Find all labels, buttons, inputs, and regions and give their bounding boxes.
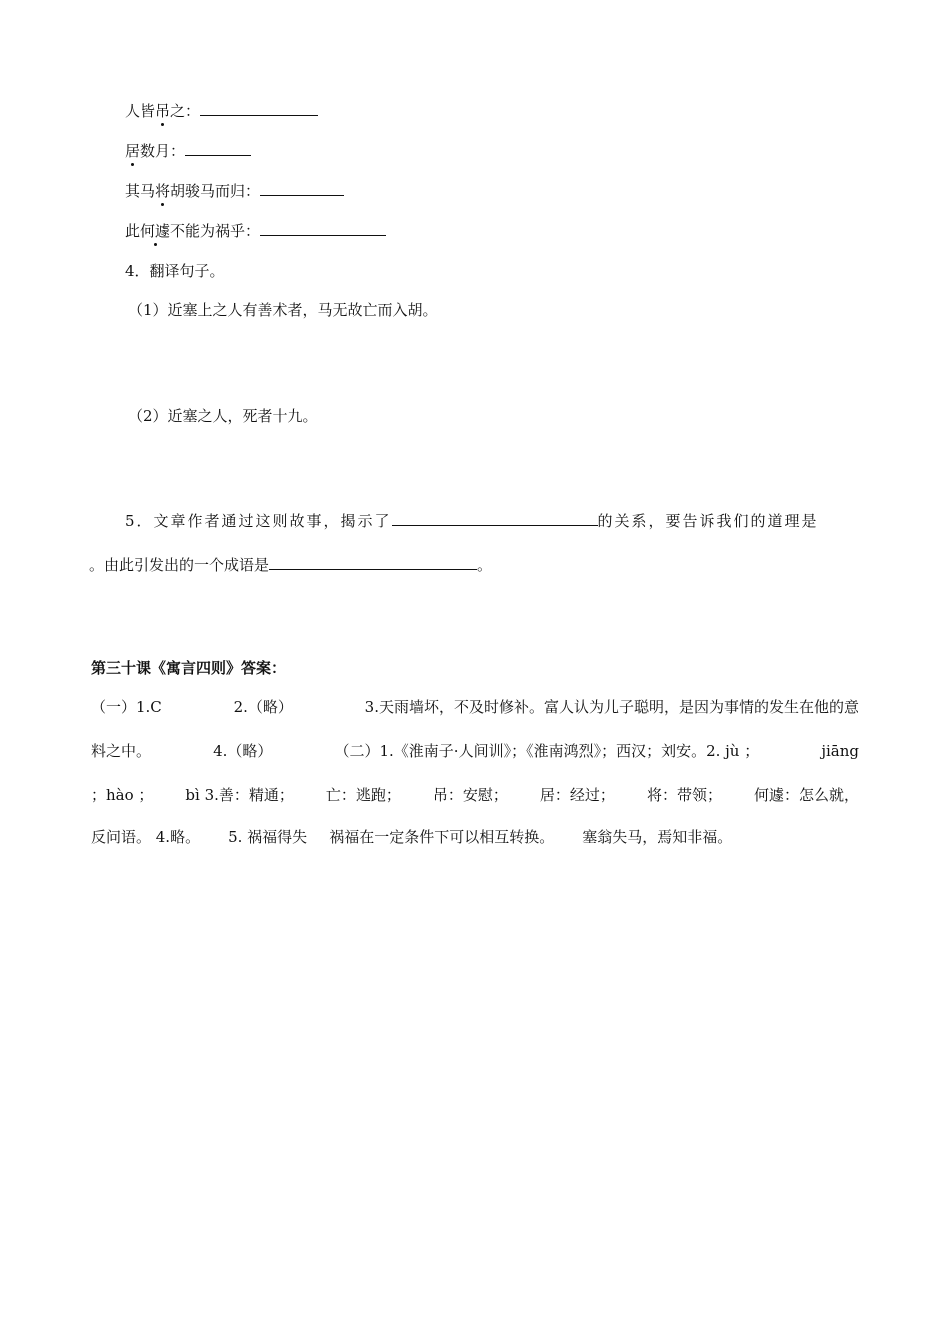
- q5-text-3: 。由此引发出的一个成语是: [89, 556, 270, 574]
- q5-blank-2[interactable]: [269, 555, 477, 570]
- q4-sentence-1-answer-area[interactable]: [128, 328, 828, 398]
- answers-line-4-seg-2: 5. 祸福得失: [228, 828, 308, 846]
- q3-item-1-pre: 人皆: [125, 102, 156, 120]
- answers-line-3-seg-5: 居：经过；: [539, 786, 615, 804]
- answers-line-3-seg-6: 将：带领；: [646, 786, 722, 804]
- q3-item-4: [125, 221, 386, 241]
- q3-item-3: [125, 181, 344, 201]
- q3-item-2-dotted: 居: [125, 142, 141, 160]
- q3-item-3-post: 胡骏马而归：: [170, 182, 261, 200]
- answers-line-3-seg-1: ；hào ；: [91, 786, 154, 804]
- q3-item-4-post: 不能为祸乎：: [170, 222, 261, 240]
- q3-item-1-blank[interactable]: [200, 101, 318, 116]
- q3-item-1-post: 之：: [170, 102, 201, 120]
- answers-line-2-seg-4: jiāng: [821, 742, 859, 760]
- q4-sentence-2: （2）近塞之人，死者十九。: [128, 407, 318, 425]
- answers-line-1: [91, 697, 859, 717]
- q4-title: 4．翻译句子。: [125, 262, 225, 280]
- answers-line-2-seg-2: 4.（略）: [213, 742, 273, 760]
- answers-line-3-seg-4: 吊：安慰；: [432, 786, 508, 804]
- q3-item-4-dotted: 何遽: [140, 222, 171, 240]
- answers-line-2-seg-3: （二）1.《淮南子·人间训》；《淮南鸿烈》；西汉；刘安。2. jù ；: [334, 742, 760, 760]
- q3-item-4-blank[interactable]: [260, 221, 386, 236]
- q4-sentence-1: （1）近塞上之人有善术者，马无故亡而入胡。: [128, 301, 438, 319]
- q5-blank-1[interactable]: [392, 511, 598, 526]
- q5-text-2: 的关系，要告诉我们的道理是: [597, 512, 819, 530]
- q3-item-3-blank[interactable]: [260, 181, 344, 196]
- answers-line-1-seg-3: 3.天雨墙坏，不及时修补。富人认为儿子聪明，是因为事情的发生在他的意: [364, 698, 859, 716]
- answers-line-4-seg-3: 祸福在一定条件下可以相互转换。: [329, 828, 555, 846]
- answers-line-4-seg-1: 反问语。 4.略。: [91, 828, 201, 846]
- q3-item-2-post: 数月：: [140, 142, 186, 160]
- answers-line-4-seg-4: 塞翁失马，焉知非福。: [582, 828, 733, 846]
- answers-line-1-seg-2: 2.（略）: [233, 698, 293, 716]
- q3-item-2: [125, 141, 251, 161]
- q5-text-1: 5．文章作者通过这则故事，揭示了: [125, 512, 392, 530]
- q3-item-1-dotted: 吊: [155, 102, 171, 120]
- answers-line-4: [91, 827, 732, 847]
- q5-line-2: [89, 555, 492, 575]
- q3-item-1: [125, 101, 318, 121]
- answers-heading: 第三十课《寓言四则》答案：: [91, 659, 287, 677]
- answers-line-2-seg-1: 料之中。: [91, 742, 152, 760]
- answers-line-3-seg-7: 何遽：怎么就，: [753, 786, 859, 804]
- q3-item-2-blank[interactable]: [185, 141, 251, 156]
- q3-item-3-dotted: 将: [155, 182, 171, 200]
- q5-text-4: 。: [477, 556, 493, 574]
- q3-item-4-pre: 此: [125, 222, 141, 240]
- q5-line-1: [125, 511, 819, 531]
- answers-line-3: [91, 785, 859, 805]
- answers-line-3-seg-3: 亡：逃跑；: [325, 786, 401, 804]
- answers-line-1-seg-1: （一）1.C: [91, 698, 162, 716]
- answers-line-2: [91, 741, 859, 761]
- answers-line-3-seg-2: bì 3.善：精通；: [185, 786, 294, 804]
- q3-item-3-pre: 其马: [125, 182, 156, 200]
- q4-sentence-2-answer-area[interactable]: [128, 434, 828, 504]
